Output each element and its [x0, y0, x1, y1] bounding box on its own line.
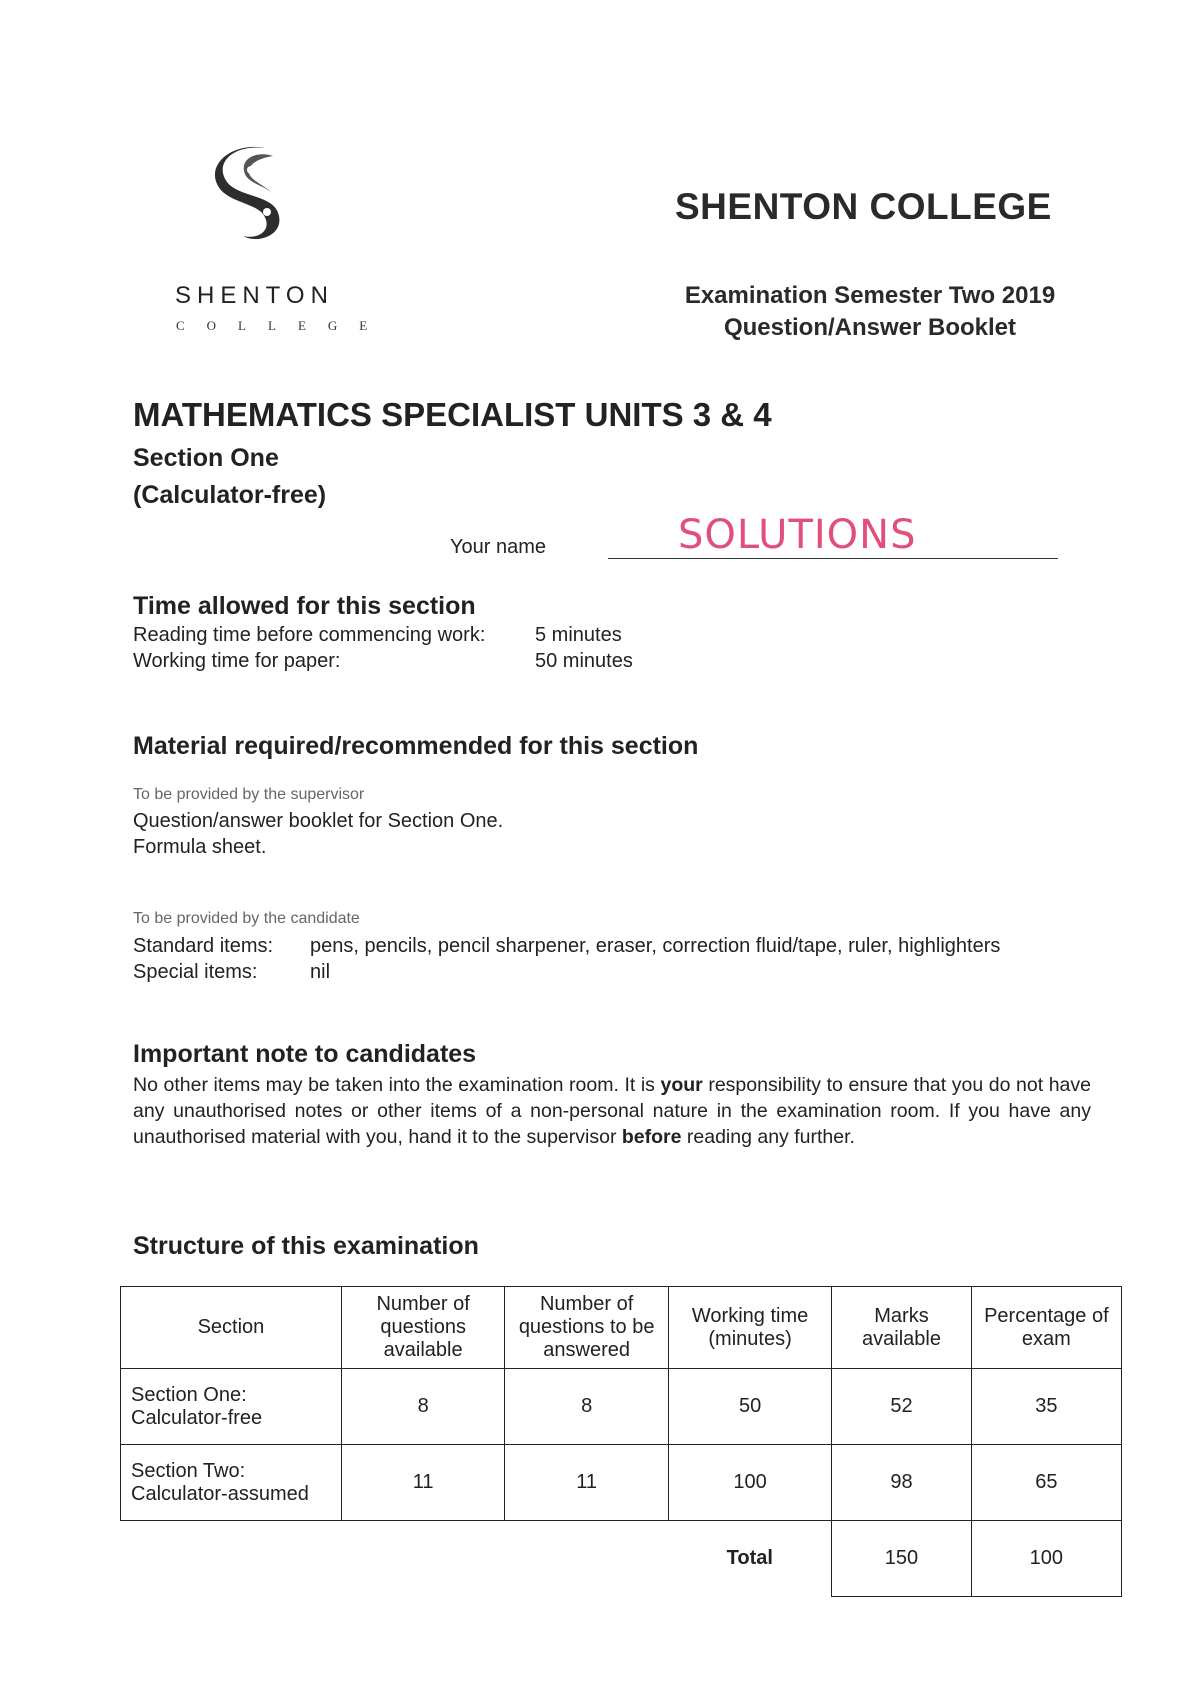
logo-sub: COLLEGE — [176, 318, 390, 333]
structure-table — [120, 1286, 1122, 1597]
total-label: Total — [726, 1547, 773, 1570]
col-percent: Percentage of exam — [971, 1287, 1121, 1369]
supervisor-item-1: Question/answer booklet for Section One. — [133, 810, 504, 832]
row1-percent: 35 — [971, 1369, 1121, 1445]
row1-available: 8 — [341, 1369, 504, 1445]
table-header-row — [121, 1287, 1122, 1369]
row1-time: 50 — [668, 1369, 831, 1445]
row2-time: 100 — [668, 1445, 831, 1521]
standard-items-value: pens, pencils, pencil sharpener, eraser, correction fluid/tape, ruler, highlighters — [310, 935, 1001, 957]
note-part-3: reading any further. — [681, 1126, 855, 1148]
working-time-value: 50 minutes — [535, 650, 633, 672]
section-title: Section One — [133, 444, 279, 472]
time-heading: Time allowed for this section — [133, 592, 476, 620]
college-name: SHENTON COLLEGE — [675, 186, 1052, 227]
supervisor-label: To be provided by the supervisor — [133, 786, 365, 803]
note-bold-1: your — [660, 1074, 703, 1096]
material-heading: Material required/recommended for this section — [133, 732, 699, 760]
total-marks: 150 — [832, 1521, 971, 1597]
row2-section: Section Two: Calculator-assumed — [121, 1445, 342, 1521]
exam-line-2: Question/Answer Booklet — [723, 314, 1017, 341]
supervisor-item-2: Formula sheet. — [133, 836, 267, 858]
table-total-row — [121, 1521, 1122, 1597]
reading-time-value: 5 minutes — [535, 624, 622, 646]
candidate-label: To be provided by the candidate — [133, 910, 360, 927]
row1-section: Section One: Calculator-free — [121, 1369, 342, 1445]
note-text — [133, 1072, 1091, 1150]
total-percent: 100 — [971, 1521, 1121, 1597]
logo-word: SHENTON — [175, 282, 334, 309]
subject-title: MATHEMATICS SPECIALIST UNITS 3 & 4 — [133, 396, 772, 433]
row1-marks: 52 — [832, 1369, 971, 1445]
name-value: SOLUTIONS — [678, 512, 917, 558]
name-label: Your name — [450, 536, 546, 558]
col-answered: Number of questions to be answered — [505, 1287, 669, 1369]
exam-line-1: Examination Semester Two 2019 — [684, 282, 1056, 309]
row2-marks: 98 — [832, 1445, 971, 1521]
table-row — [121, 1445, 1122, 1521]
table-row — [121, 1369, 1122, 1445]
col-section: Section — [121, 1287, 342, 1369]
row2-percent: 65 — [971, 1445, 1121, 1521]
total-blank-2 — [341, 1521, 504, 1597]
note-heading: Important note to candidates — [133, 1040, 477, 1068]
col-time: Working time (minutes) — [668, 1287, 831, 1369]
col-marks: Marks available — [832, 1287, 971, 1369]
total-blank-1 — [121, 1521, 342, 1597]
row2-available: 11 — [341, 1445, 504, 1521]
reading-time-label: Reading time before commencing work: — [133, 624, 486, 646]
working-time-label: Working time for paper: — [133, 650, 341, 672]
logo-s-icon — [195, 140, 325, 250]
total-blank-3 — [505, 1521, 669, 1597]
standard-items-label: Standard items: — [133, 935, 274, 957]
note-part-2: responsibility to ensure that you do not have any unauthorised notes or other items of a non-personal nature in the examination room. If you have any unauthorised material with you, hand it to the supervisor — [133, 1074, 1091, 1148]
name-field[interactable] — [608, 512, 1058, 559]
row1-answered: 8 — [505, 1369, 669, 1445]
structure-heading: Structure of this examination — [133, 1232, 479, 1260]
section-type: (Calculator-free) — [133, 481, 327, 509]
row2-answered: 11 — [505, 1445, 669, 1521]
special-items-value: nil — [310, 961, 331, 983]
note-bold-2: before — [621, 1126, 682, 1148]
note-part-1: No other items may be taken into the examination room. It is — [133, 1074, 661, 1096]
college-logo — [195, 140, 325, 250]
special-items-label: Special items: — [133, 961, 258, 983]
col-available: Number of questions available — [341, 1287, 504, 1369]
